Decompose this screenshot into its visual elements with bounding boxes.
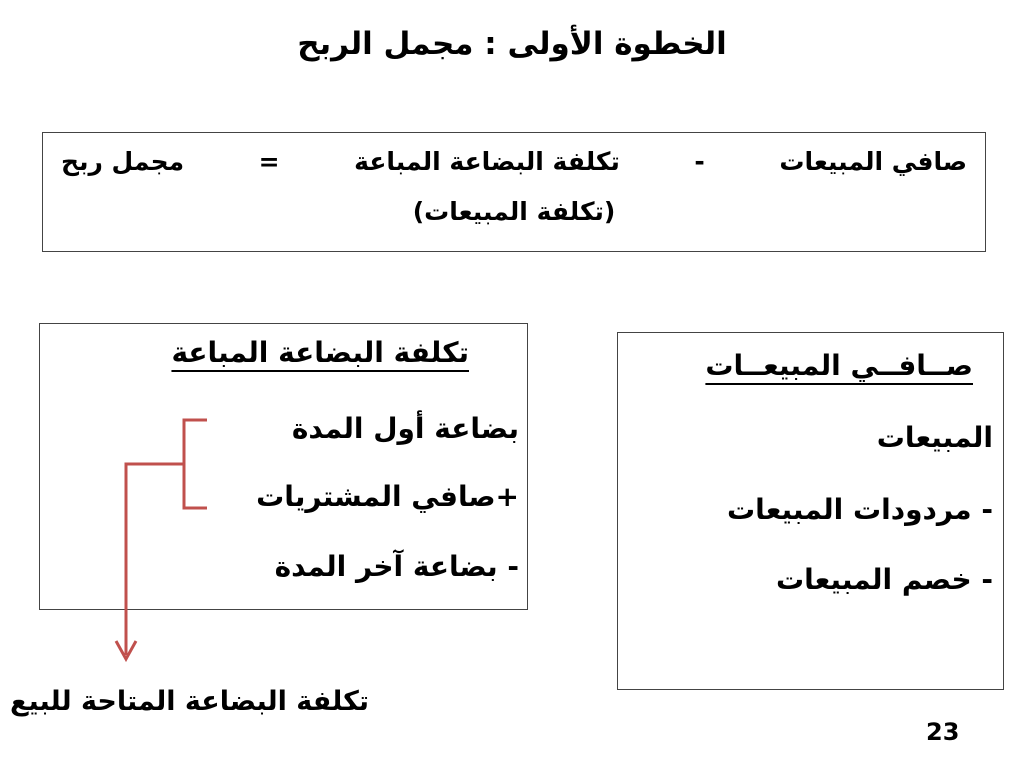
goods-available-for-sale-label: تكلفة البضاعة المتاحة للبيع <box>10 686 369 717</box>
connector-line <box>126 464 184 655</box>
cogs-heading: تكلفة البضاعة المباعة <box>171 336 469 369</box>
cogs-item-net-purchases: +صافي المشتريات <box>256 480 519 513</box>
formula-net-sales: صافي المبيعات <box>779 147 967 176</box>
net-sales-item-sales: المبيعات <box>876 421 993 454</box>
net-sales-item-returns: - مردودات المبيعات <box>727 493 993 526</box>
net-sales-item-discount: - خصم المبيعات <box>775 563 993 596</box>
formula-cogs-alias: (تكلفة المبيعات) <box>412 197 616 226</box>
formula-cogs: تكلفة البضاعة المباعة <box>354 147 620 176</box>
bracket-line <box>184 420 207 508</box>
formula-minus: - <box>694 147 705 176</box>
net-sales-heading: صــافــي المبيعــات <box>705 349 973 382</box>
slide-title: الخطوة الأولى : مجمل الربح <box>297 26 727 62</box>
formula-equals: = <box>258 147 280 176</box>
cogs-item-opening-inventory: بضاعة أول المدة <box>291 412 519 445</box>
cogs-item-closing-inventory: - بضاعة آخر المدة <box>274 550 519 583</box>
page-number: 23 <box>926 718 960 746</box>
formula-result: مجمل ربح <box>61 147 185 176</box>
